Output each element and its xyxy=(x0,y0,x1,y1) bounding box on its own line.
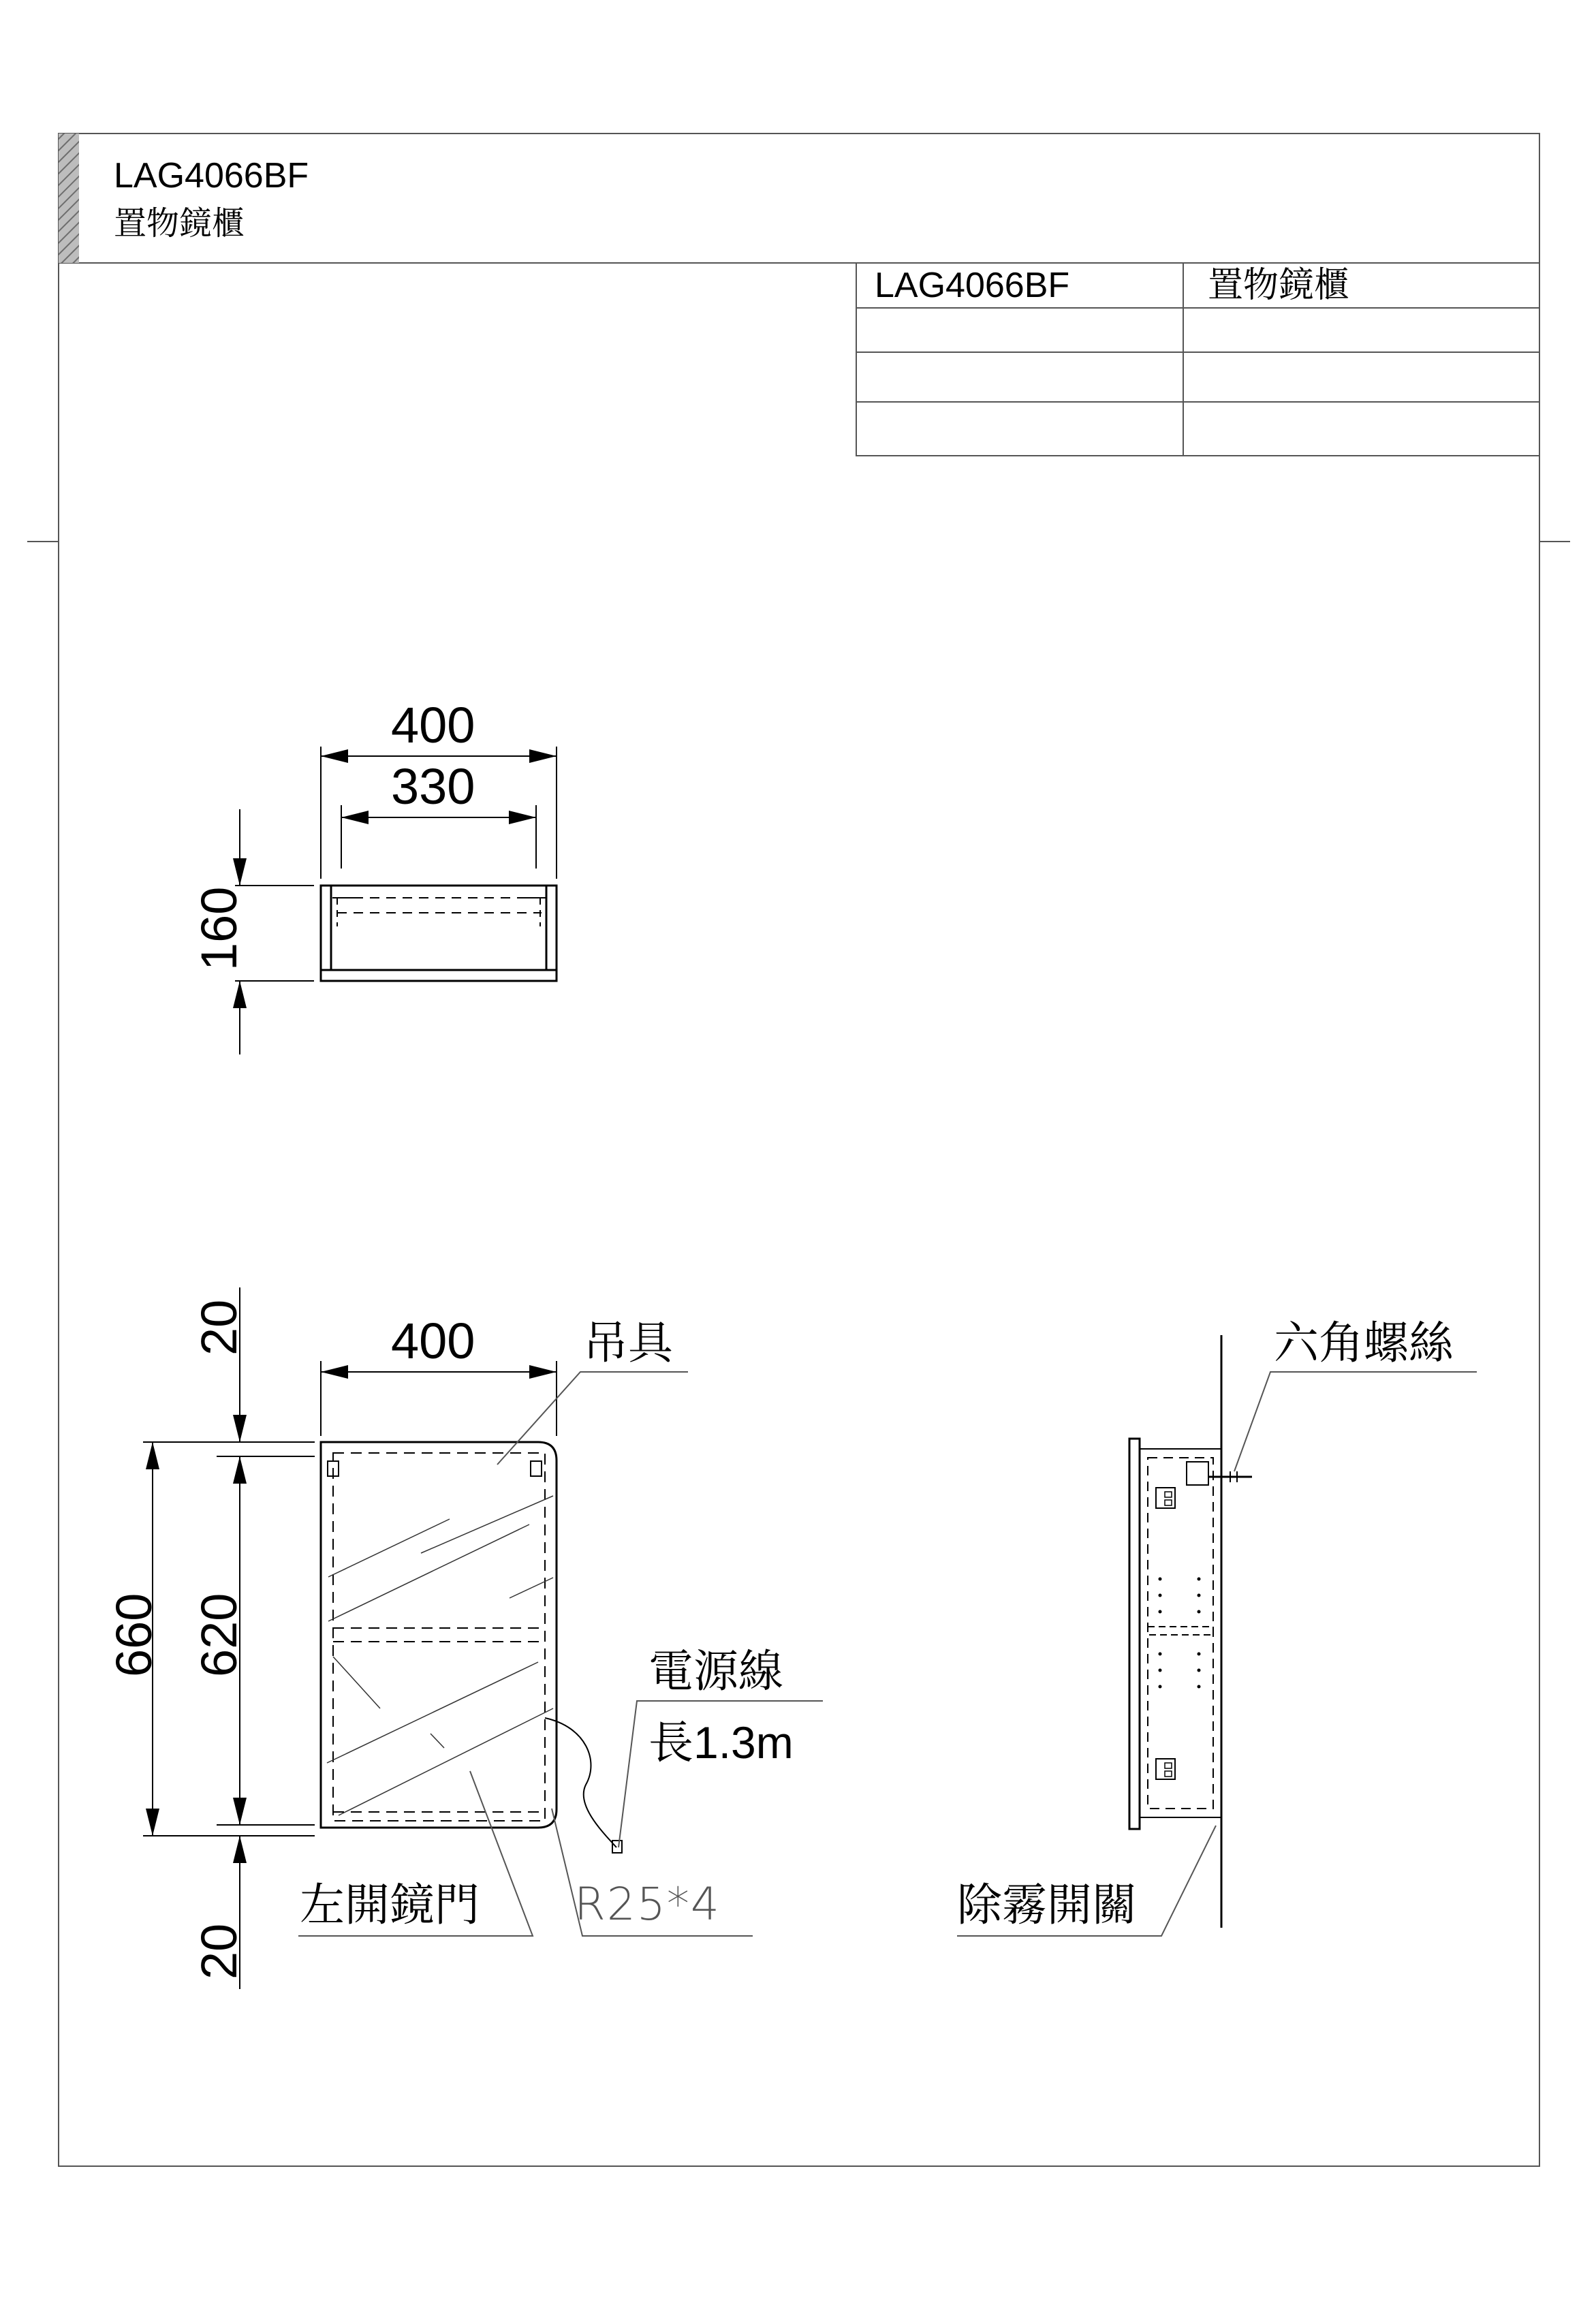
dim-label-depth: 160 xyxy=(191,886,247,971)
note-radius: R25*4 xyxy=(574,1878,721,1930)
note-power-cord-length: 長1.3m xyxy=(648,1717,794,1768)
title-block-cell-model: LAG4066BF xyxy=(875,266,1070,305)
note-left-door: 左開鏡門 xyxy=(300,1879,480,1930)
title-block-cell-name: 置物鏡櫃 xyxy=(1208,266,1350,305)
header-model-code: LAG4066BF xyxy=(114,156,309,196)
side-shelf-pin-holes xyxy=(1159,1578,1201,1689)
dim-label-bottom-margin: 20 xyxy=(191,1923,247,1980)
note-hanger: 吊具 xyxy=(583,1317,673,1368)
dim-label-front-width: 400 xyxy=(391,1313,475,1369)
dim-label-total-height: 660 xyxy=(106,1593,162,1677)
note-power-cord: 電源線 xyxy=(648,1646,783,1696)
dim-label-body-height: 620 xyxy=(191,1593,247,1677)
side-mirror-panel xyxy=(1129,1439,1140,1829)
dim-label-top-margin: 20 xyxy=(191,1299,247,1356)
front-view xyxy=(321,1442,622,1853)
side-view-leaders xyxy=(957,1372,1477,1936)
top-view-body xyxy=(321,886,557,981)
header-hatch-strip xyxy=(59,134,79,263)
dim-label-overall-width: 400 xyxy=(391,697,475,753)
note-hex-screw: 六角螺絲 xyxy=(1274,1317,1454,1368)
mirror-door-outline xyxy=(321,1442,557,1828)
dim-label-inner-width: 330 xyxy=(391,758,475,815)
leader-hanger xyxy=(497,1372,688,1465)
sheet-frame xyxy=(27,134,1570,2166)
mirror-reflection-lines xyxy=(327,1496,553,1815)
top-view xyxy=(321,886,557,981)
leader-hex-screw xyxy=(1234,1372,1477,1471)
hanger-right xyxy=(531,1461,542,1476)
header-product-name: 置物鏡櫃 xyxy=(114,206,245,242)
side-shelf xyxy=(1148,1627,1213,1635)
note-defog-switch: 除霧開關 xyxy=(957,1879,1137,1930)
side-view xyxy=(1129,1335,1252,1928)
